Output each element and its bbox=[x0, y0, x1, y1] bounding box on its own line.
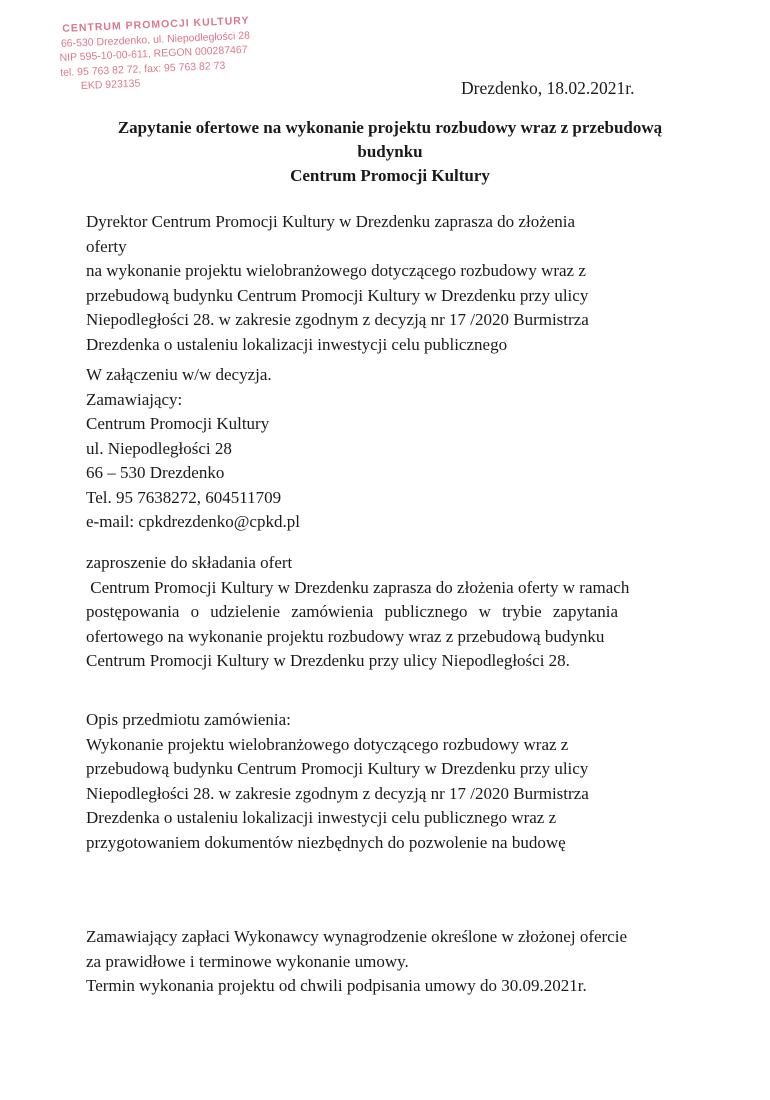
intro-paragraph bbox=[86, 210, 618, 357]
stamp-line: EKD 923135 bbox=[80, 77, 141, 93]
orderer-phone: Tel. 95 7638272, 604511709 bbox=[86, 487, 282, 507]
payment-line: za prawidłowe i terminowe wykonanie umowy. bbox=[86, 951, 409, 971]
order-description-section bbox=[86, 708, 618, 855]
document-title bbox=[70, 116, 710, 188]
institution-stamp bbox=[58, 13, 273, 95]
orderer-name: Centrum Promocji Kultury bbox=[86, 414, 270, 433]
description-line: Drezdenka o ustaleniu lokalizacji inwestycji celu publicznego wraz z bbox=[86, 808, 557, 827]
contact-section bbox=[86, 363, 300, 535]
orderer-email: e-mail: cpkdrezdenko@cpkd.pl bbox=[86, 512, 300, 531]
deadline-line: Termin wykonania projektu od chwili podpisania umowy do 30.09.2021r. bbox=[86, 976, 587, 995]
title-line: Zapytanie ofertowe na wykonanie projektu rozbudowy wraz z przebudową bbox=[117, 118, 663, 137]
intro-line: Dyrektor Centrum Promocji Kultury w Drezdenku zaprasza do złożenia oferty bbox=[86, 212, 576, 256]
invitation-line: postępowania o udzielenie zamówienia publicznego w trybie zapytania bbox=[86, 602, 618, 621]
payment-section bbox=[86, 925, 627, 999]
title-line: Centrum Promocji Kultury bbox=[290, 166, 490, 185]
description-line: Niepodległości 28. w zakresie zgodnym z decyzją nr 17 /2020 Burmistrza bbox=[86, 783, 589, 803]
orderer-city: 66 – 530 Drezdenko bbox=[86, 463, 225, 482]
invitation-section bbox=[86, 551, 630, 674]
description-line: przygotowaniem dokumentów niezbędnych do pozwolenie na budowę bbox=[86, 832, 566, 852]
intro-line: Niepodległości 28. w zakresie zgodnym z decyzją nr 17 /2020 Burmistrza bbox=[86, 310, 589, 329]
description-heading: Opis przedmiotu zamówienia: bbox=[86, 710, 291, 729]
invitation-line: Centrum Promocji Kultury w Drezdenku przy ulicy Niepodległości 28. bbox=[86, 651, 570, 670]
description-line: przebudową budynku Centrum Promocji Kultury w Drezdenku przy ulicy bbox=[86, 759, 589, 778]
intro-line: na wykonanie projektu wielobranżowego dotyczącego rozbudowy wraz z bbox=[86, 261, 586, 280]
stamp-line: tel. 95 763 82 72, fax: 95 763 82 73 bbox=[59, 59, 226, 79]
orderer-label: Zamawiający: bbox=[86, 389, 183, 409]
stamp-line: CENTRUM PROMOCJI KULTURY bbox=[62, 14, 250, 35]
description-line: Wykonanie projektu wielobranżowego dotyczącego rozbudowy wraz z bbox=[86, 734, 569, 754]
invitation-heading: zaproszenie do składania ofert bbox=[86, 553, 293, 572]
intro-line: Drezdenka o ustaleniu lokalizacji inwestycji celu publicznego bbox=[86, 334, 508, 354]
intro-line: przebudową budynku Centrum Promocji Kultury w Drezdenku przy ulicy bbox=[86, 285, 589, 305]
document-date: Drezdenko, 18.02.2021r. bbox=[461, 78, 635, 98]
orderer-street: ul. Niepodległości 28 bbox=[86, 438, 232, 458]
stamp-line: NIP 595-10-00-611, REGON 000287467 bbox=[59, 43, 248, 64]
stamp-line: 66-530 Drezdenko, ul. Niepodległości 28 bbox=[60, 29, 251, 50]
payment-line: Zamawiający zapłaci Wykonawcy wynagrodzenie określone w złożonej ofercie bbox=[86, 927, 627, 946]
invitation-line: ofertowego na wykonanie projektu rozbudowy wraz z przebudową budynku bbox=[86, 626, 605, 646]
invitation-line: Centrum Promocji Kultury w Drezdenku zaprasza do złożenia oferty w ramach bbox=[86, 577, 630, 597]
title-line: budynku bbox=[357, 142, 423, 161]
attachment-note: W załączeniu w/w decyzja. bbox=[86, 365, 272, 384]
